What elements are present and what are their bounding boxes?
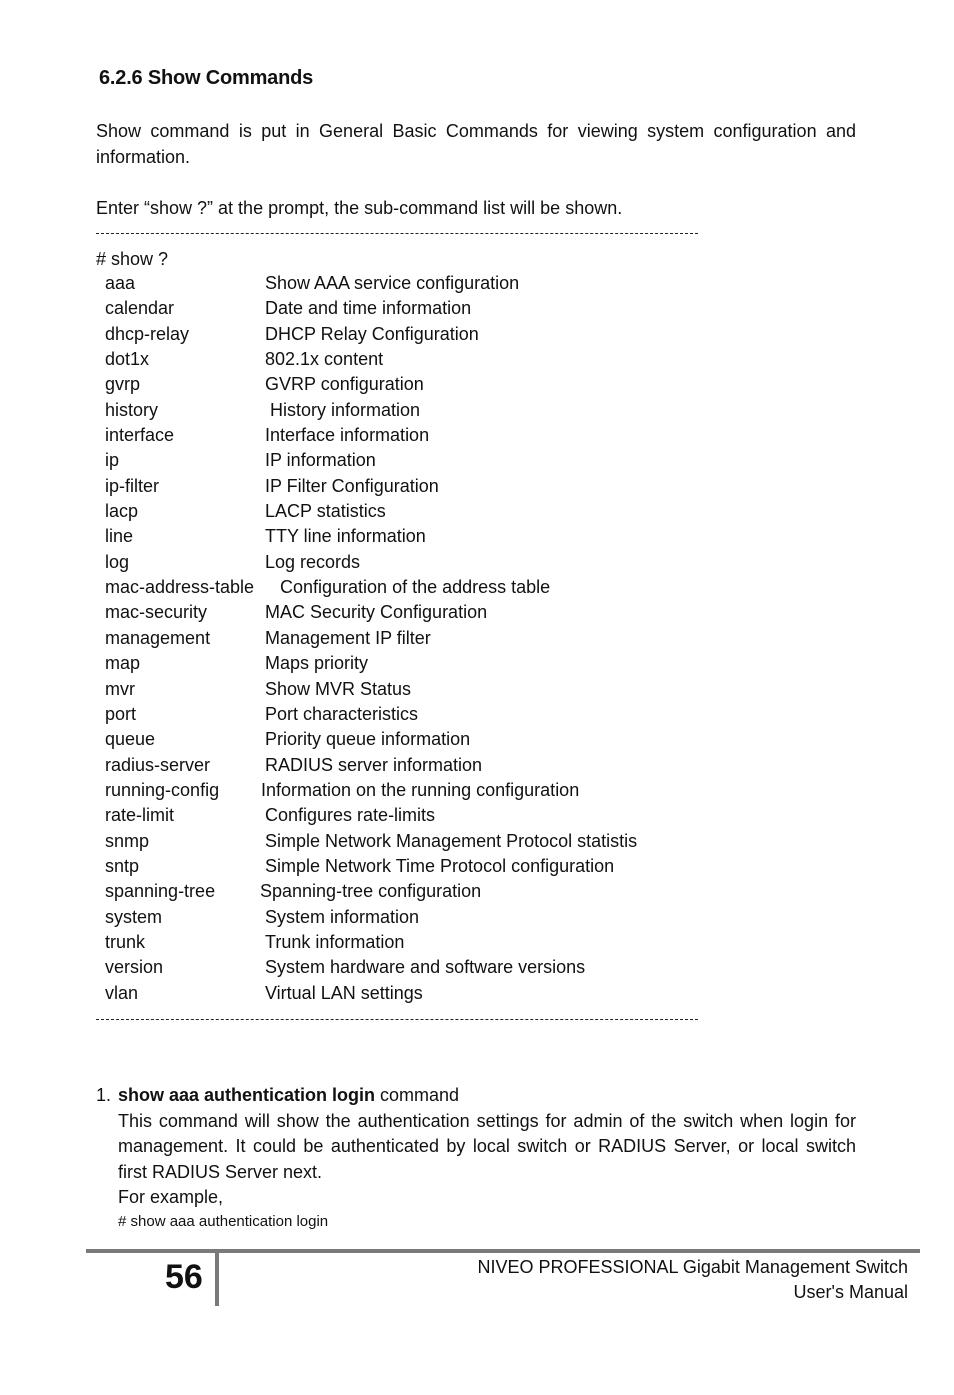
cli-prompt: # show ? xyxy=(96,249,169,269)
item-heading xyxy=(96,1083,856,1109)
command-description: Log records xyxy=(265,551,361,572)
command-description: System hardware and software versions xyxy=(265,957,586,978)
command-description: DHCP Relay Configuration xyxy=(265,323,479,344)
command-row xyxy=(105,753,705,778)
command-name: sntp xyxy=(105,855,140,876)
command-description: IP Filter Configuration xyxy=(265,475,439,496)
command-name: dot1x xyxy=(105,349,150,370)
item-description: This command will show the authentication settings for admin of the switch when login for management. It could be authenticated by local switch or RADIUS Server, or local switch first RADIUS Server next. xyxy=(118,1110,856,1182)
command-name: vlan xyxy=(105,982,139,1003)
command-description: Simple Network Time Protocol configuration xyxy=(265,855,615,876)
command-list xyxy=(105,271,705,1006)
command-row xyxy=(105,879,705,904)
footer-rule xyxy=(86,1249,920,1253)
command-row xyxy=(105,524,705,549)
command-name: log xyxy=(105,551,130,572)
command-name: running-config xyxy=(105,779,220,800)
command-name: aaa xyxy=(105,273,136,293)
command-name: mac-security xyxy=(105,602,208,623)
command-row xyxy=(105,296,705,321)
command-description: Port characteristics xyxy=(265,703,419,724)
command-row xyxy=(105,423,705,448)
item-command: show aaa authentication login xyxy=(118,1085,376,1105)
command-name: queue xyxy=(105,729,156,750)
command-row xyxy=(105,626,705,651)
command-row xyxy=(105,600,705,625)
command-name: snmp xyxy=(105,830,150,851)
item-number: 1. xyxy=(96,1085,112,1105)
command-row xyxy=(105,651,705,676)
command-description: Show AAA service configuration xyxy=(265,273,520,293)
command-description: GVRP configuration xyxy=(265,374,424,395)
command-row xyxy=(105,727,705,752)
command-name: ip xyxy=(105,450,120,471)
command-name: management xyxy=(105,627,211,648)
intro-instruction: Enter “show ?” at the prompt, the sub-command list will be shown. xyxy=(96,198,623,218)
command-name: lacp xyxy=(105,501,139,522)
page-number: 56 xyxy=(165,1258,203,1296)
command-row xyxy=(105,803,705,828)
cli-divider-top xyxy=(96,233,698,234)
command-description: TTY line information xyxy=(265,526,426,547)
footer-title-line1: NIVEO PROFESSIONAL Gigabit Management Switch xyxy=(477,1257,908,1277)
command-row xyxy=(105,499,705,524)
command-row xyxy=(105,550,705,575)
command-description: IP information xyxy=(265,450,376,471)
command-description: LACP statistics xyxy=(265,501,386,522)
command-name: line xyxy=(105,526,134,547)
command-description: Priority queue information xyxy=(265,729,471,750)
command-name: ip-filter xyxy=(105,475,160,496)
command-name: map xyxy=(105,653,141,674)
command-description: MAC Security Configuration xyxy=(265,602,488,623)
command-name: rate-limit xyxy=(105,805,175,826)
item-command-suffix: command xyxy=(375,1085,460,1105)
command-row xyxy=(105,372,705,397)
command-description: Interface information xyxy=(265,425,430,446)
command-description: Show MVR Status xyxy=(265,678,412,699)
command-row xyxy=(105,955,705,980)
command-row xyxy=(105,271,705,296)
command-name: gvrp xyxy=(105,374,141,395)
command-description: Management IP filter xyxy=(265,627,431,648)
command-name: dhcp-relay xyxy=(105,323,190,344)
command-description: Trunk information xyxy=(265,931,405,952)
list-item-show-aaa xyxy=(96,1083,856,1233)
command-description: Spanning-tree configuration xyxy=(260,881,482,902)
command-name: system xyxy=(105,906,163,927)
intro-paragraph: Show command is put in General Basic Commands for viewing system configuration and information. xyxy=(96,121,856,167)
cli-divider-bottom xyxy=(96,1019,698,1020)
command-description: Date and time information xyxy=(265,298,472,319)
command-name: port xyxy=(105,703,137,724)
footer-title-line2: User's Manual xyxy=(793,1282,908,1302)
item-example-code: # show aaa authentication login xyxy=(118,1212,329,1230)
command-row xyxy=(105,474,705,499)
command-name: history xyxy=(105,399,159,420)
command-description: Configuration of the address table xyxy=(280,577,551,598)
footer-title xyxy=(478,1255,909,1305)
command-description: System information xyxy=(265,906,420,927)
command-description: 802.1x content xyxy=(265,349,384,370)
command-row xyxy=(105,778,705,803)
item-example-label: For example, xyxy=(118,1187,224,1207)
command-row xyxy=(105,398,705,423)
command-row xyxy=(105,829,705,854)
command-name: mac-address-table xyxy=(105,577,255,598)
command-row xyxy=(105,322,705,347)
command-description: RADIUS server information xyxy=(265,754,483,775)
footer-divider xyxy=(215,1253,219,1306)
command-row xyxy=(105,930,705,955)
command-description: Configures rate-limits xyxy=(265,805,436,826)
command-row xyxy=(105,448,705,473)
command-row xyxy=(105,702,705,727)
command-description: Simple Network Management Protocol statistis xyxy=(265,830,638,851)
command-row xyxy=(105,981,705,1006)
command-description: Maps priority xyxy=(265,653,369,674)
command-name: calendar xyxy=(105,298,175,319)
command-row xyxy=(105,905,705,930)
command-description: History information xyxy=(270,399,421,420)
command-row xyxy=(105,854,705,879)
command-name: interface xyxy=(105,425,175,446)
command-name: radius-server xyxy=(105,754,211,775)
section-title: 6.2.6 Show Commands xyxy=(99,67,314,89)
command-description: Virtual LAN settings xyxy=(265,982,423,1003)
command-name: version xyxy=(105,957,164,978)
command-row xyxy=(105,677,705,702)
command-row xyxy=(105,575,705,600)
command-name: spanning-tree xyxy=(105,881,216,902)
command-name: trunk xyxy=(105,931,146,952)
command-name: mvr xyxy=(105,678,135,699)
command-description: Information on the running configuration xyxy=(261,779,580,800)
command-row xyxy=(105,347,705,372)
